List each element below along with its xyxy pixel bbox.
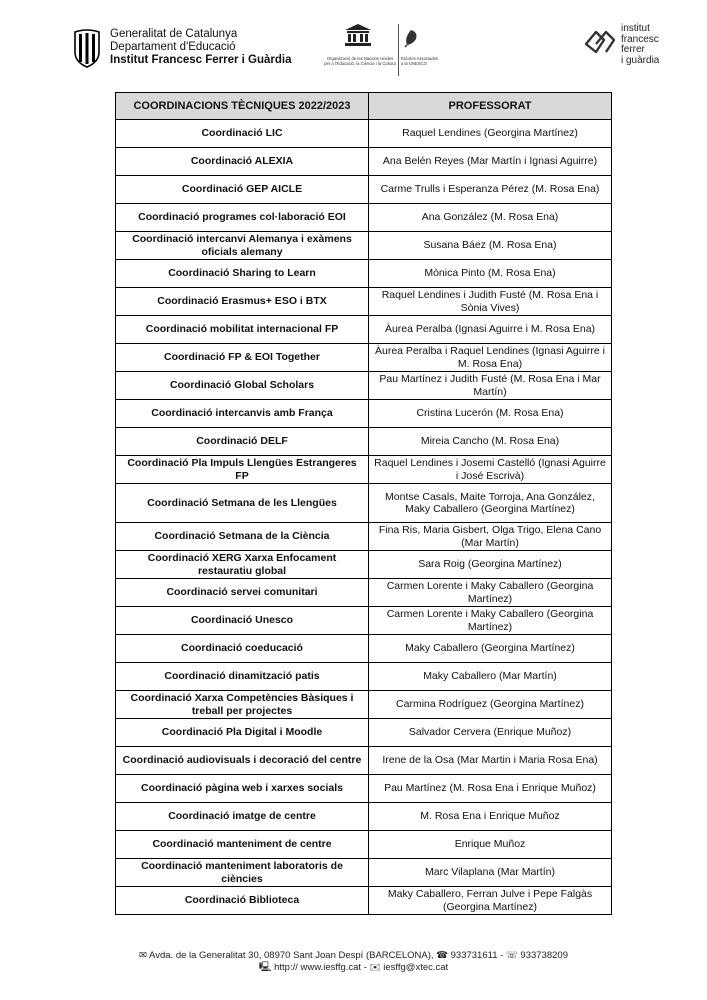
staff-cell: Mònica Pinto (M. Rosa Ena) bbox=[369, 260, 612, 288]
coordination-cell: Coordinació mobilitat internacional FP bbox=[116, 316, 369, 344]
footer-address: ✉ Avda. de la Generalitat 30, 08970 Sant Joan Despí (BARCELONA), ☎ 933731611 - ☏ 933738209 bbox=[138, 950, 568, 961]
staff-cell: Sara Roig (Georgina Martínez) bbox=[369, 551, 612, 579]
table-row bbox=[116, 523, 612, 551]
table-row bbox=[116, 775, 612, 803]
table-row bbox=[116, 204, 612, 232]
staff-cell: Montse Casals, Maite Torroja, Ana González, Maky Caballero (Georgina Martínez) bbox=[369, 484, 612, 523]
logo-line-1: institut bbox=[621, 23, 650, 34]
institute-logo-text bbox=[621, 24, 659, 66]
staff-cell: Cristina Lucerón (M. Rosa Ena) bbox=[369, 400, 612, 428]
staff-cell: Enrique Muñoz bbox=[369, 831, 612, 859]
coordination-cell: Coordinació dinamització patis bbox=[116, 663, 369, 691]
page-header bbox=[0, 16, 707, 86]
coordination-cell: Coordinació FP & EOI Together bbox=[116, 344, 369, 372]
coordination-cell: Coordinació LIC bbox=[116, 120, 369, 148]
table-body bbox=[116, 120, 612, 915]
unesco-temple-icon bbox=[344, 24, 372, 46]
coordination-cell: Coordinació intercanvi Alemanya i exàmens oficials alemany bbox=[116, 232, 369, 260]
coordination-cell: Coordinació intercanvis amb França bbox=[116, 400, 369, 428]
staff-cell: Maky Caballero (Georgina Martínez) bbox=[369, 635, 612, 663]
coordination-cell: Coordinació pàgina web i xarxes socials bbox=[116, 775, 369, 803]
staff-cell: Carme Trulls i Esperanza Pérez (M. Rosa Ena) bbox=[369, 176, 612, 204]
unesco-block bbox=[322, 20, 442, 80]
staff-cell: Raquel Lendines i Josemi Castelló (Ignasi Aguirre i José Escrivà) bbox=[369, 456, 612, 484]
table-row bbox=[116, 120, 612, 148]
table-row bbox=[116, 579, 612, 607]
coordination-cell: Coordinació GEP AICLE bbox=[116, 176, 369, 204]
staff-cell: Carmen Lorente i Maky Caballero (Georgina Martínez) bbox=[369, 579, 612, 607]
staff-cell: Raquel Lendines i Judith Fusté (M. Rosa Ena i Sònia Vives) bbox=[369, 288, 612, 316]
column-header-coordinations: COORDINACIONS TÈCNIQUES 2022/2023 bbox=[116, 93, 369, 120]
staff-cell: Pau Martínez i Judith Fusté (M. Rosa Ena i Mar Martín) bbox=[369, 372, 612, 400]
table-row bbox=[116, 148, 612, 176]
column-header-staff: PROFESSORAT bbox=[369, 93, 612, 120]
coordination-cell: Coordinació manteniment laboratoris de ciències bbox=[116, 859, 369, 887]
coordination-cell: Coordinació Setmana de les Llengües bbox=[116, 484, 369, 523]
coordination-cell: Coordinació ALEXIA bbox=[116, 148, 369, 176]
table-row bbox=[116, 176, 612, 204]
table-row bbox=[116, 288, 612, 316]
coordination-cell: Coordinació Pla Digital i Moodle bbox=[116, 719, 369, 747]
associated-schools-leaf-icon bbox=[402, 28, 420, 48]
staff-cell: Àurea Peralba i Raquel Lendines (Ignasi Aguirre i M. Rosa Ena) bbox=[369, 344, 612, 372]
table-row bbox=[116, 719, 612, 747]
coordination-cell: Coordinació audiovisuals i decoració del centre bbox=[116, 747, 369, 775]
institute-logo-icon bbox=[582, 26, 618, 58]
staff-cell: Irene de la Osa (Mar Martin i Maria Rosa Ena) bbox=[369, 747, 612, 775]
department-name: Departament d'Educació bbox=[110, 41, 236, 53]
coordination-cell: Coordinació Setmana de la Ciència bbox=[116, 523, 369, 551]
table-row bbox=[116, 887, 612, 915]
staff-cell: Pau Martínez (M. Rosa Ena i Enrique Muñoz) bbox=[369, 775, 612, 803]
coordination-cell: Coordinació manteniment de centre bbox=[116, 831, 369, 859]
coordination-cell: Coordinació DELF bbox=[116, 428, 369, 456]
coordination-cell: Coordinació Sharing to Learn bbox=[116, 260, 369, 288]
staff-cell: Carmina Rodríguez (Georgina Martínez) bbox=[369, 691, 612, 719]
coordination-cell: Coordinació Xarxa Competències Bàsiques i treball per projectes bbox=[116, 691, 369, 719]
coordination-cell: Coordinació Erasmus+ ESO i BTX bbox=[116, 288, 369, 316]
coordination-cell: Coordinació Biblioteca bbox=[116, 887, 369, 915]
logo-line-3: ferrer bbox=[621, 44, 645, 55]
table-row bbox=[116, 607, 612, 635]
staff-cell: Raquel Lendines (Georgina Martínez) bbox=[369, 120, 612, 148]
logo-line-2: francesc bbox=[621, 33, 659, 45]
staff-cell: Fina Ris, Maria Gisbert, Olga Trigo, Elena Cano (Mar Martín) bbox=[369, 523, 612, 551]
table-row bbox=[116, 663, 612, 691]
coordination-cell: Coordinació servei comunitari bbox=[116, 579, 369, 607]
coordination-cell: Coordinació coeducació bbox=[116, 635, 369, 663]
generalitat-name: Generalitat de Catalunya bbox=[110, 28, 238, 40]
staff-cell: Susana Báez (M. Rosa Ena) bbox=[369, 232, 612, 260]
table-row bbox=[116, 551, 612, 579]
table-row bbox=[116, 747, 612, 775]
page-footer bbox=[0, 950, 707, 974]
table-row bbox=[116, 635, 612, 663]
staff-cell: Marc Vilaplana (Mar Martín) bbox=[369, 859, 612, 887]
coordination-cell: Coordinació imatge de centre bbox=[116, 803, 369, 831]
table-row bbox=[116, 428, 612, 456]
table-header-row bbox=[116, 93, 612, 120]
table-row bbox=[116, 260, 612, 288]
table-row bbox=[116, 484, 612, 523]
footer-contact: 🖳 http:// www.iesffg.cat - ✉ iesffg@xtec.cat bbox=[258, 962, 449, 973]
logo-line-4: i guàrdia bbox=[621, 54, 660, 66]
coordinations-table bbox=[115, 92, 612, 915]
table-row bbox=[116, 344, 612, 372]
unesco-divider bbox=[398, 24, 399, 76]
table-row bbox=[116, 400, 612, 428]
table-row bbox=[116, 691, 612, 719]
staff-cell: Carmen Lorente i Maky Caballero (Georgina Martínez) bbox=[369, 607, 612, 635]
staff-cell: M. Rosa Ena i Enrique Muñoz bbox=[369, 803, 612, 831]
coordination-cell: Coordinació Pla Impuls Llengües Estrangeres FP bbox=[116, 456, 369, 484]
staff-cell: Mireia Cancho (M. Rosa Ena) bbox=[369, 428, 612, 456]
table-row bbox=[116, 859, 612, 887]
staff-cell: Maky Caballero (Mar Martín) bbox=[369, 663, 612, 691]
staff-cell: Ana González (M. Rosa Ena) bbox=[369, 204, 612, 232]
coordination-cell: Coordinació programes col·laboració EOI bbox=[116, 204, 369, 232]
generalitat-logo-icon bbox=[72, 28, 102, 68]
table-row bbox=[116, 803, 612, 831]
coordination-cell: Coordinació Global Scholars bbox=[116, 372, 369, 400]
associated-schools-caption: Escoles Associades a la UNESCO bbox=[401, 56, 439, 66]
generalitat-text bbox=[110, 28, 292, 67]
unesco-caption: Organització de les Nacions Unides per a l'Educació, la Ciència i la Cultura bbox=[324, 56, 396, 66]
staff-cell: Àurea Peralba (Ignasi Aguirre i M. Rosa Ena) bbox=[369, 316, 612, 344]
staff-cell: Salvador Cervera (Enrique Muñoz) bbox=[369, 719, 612, 747]
table-row bbox=[116, 831, 612, 859]
table-row bbox=[116, 372, 612, 400]
table-row bbox=[116, 456, 612, 484]
staff-cell: Maky Caballero, Ferran Julve i Pepe Falgàs (Georgina Martínez) bbox=[369, 887, 612, 915]
institute-name: Institut Francesc Ferrer i Guàrdia bbox=[110, 54, 292, 66]
coordination-cell: Coordinació XERG Xarxa Enfocament restauratiu global bbox=[116, 551, 369, 579]
staff-cell: Ana Belén Reyes (Mar Martín i Ignasi Aguirre) bbox=[369, 148, 612, 176]
table-row bbox=[116, 316, 612, 344]
table-row bbox=[116, 232, 612, 260]
coordination-cell: Coordinació Unesco bbox=[116, 607, 369, 635]
